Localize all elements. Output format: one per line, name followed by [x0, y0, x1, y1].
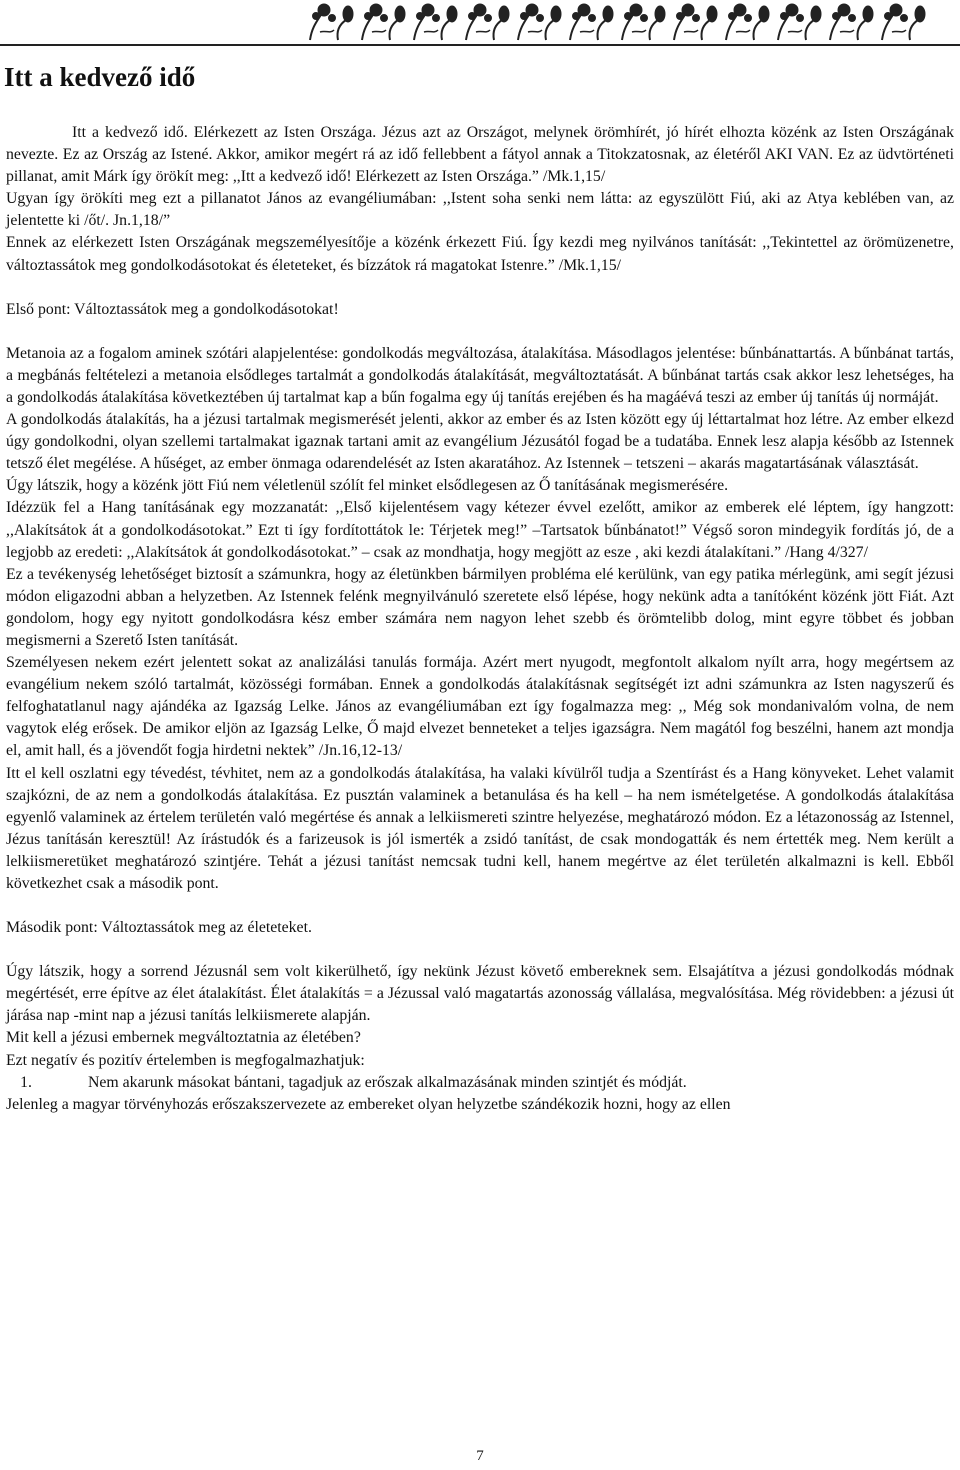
floral-ornament-icon: [302, 0, 952, 44]
section-heading: Első pont: Változtassátok meg a gondolkodásotokat!: [6, 300, 339, 318]
paragraph: Ennek az elérkezett Isten Országának megszemélyesítője a közénk érkezett Fiú. Így kezdi meg nyilvános tanítását: ,,Tekintettel az örömüzenetre, változtassátok meg gondolkodásotokat és életeteket, és bízzátok rá magatokat Istenre.” /Mk.1,15/: [6, 234, 954, 274]
page-title: Itt a kedvező idő: [4, 62, 196, 92]
paragraph: Ugyan így örökíti meg ezt a pillanatot János az evangéliumában: ,,Istent soha senki nem látta: az egyszülött Fiú, aki az Atya keblében van, az jelentette ki /őt/. Jn.1,18/”: [6, 190, 954, 230]
list-item-number: 1.: [20, 1073, 32, 1091]
paragraph: A gondolkodás átalakítás, ha a jézusi tartalmak megismerését jelenti, akkor az ember és az Isten között egy új léttartalmat hoz létre. Az ember elkezd úgy gondolkodni, olyan szellemi tartalmakat igaznak tartani amit az evangélium Jézusától fogad be a tudatába. Ennek lesz alapja később az Istennek tetsző élet megélése. A hűséget, az ember önmaga odarendelését az Isten akaratához. Az Istennek – tetszeni – akarás magatartásának választását.: [6, 411, 954, 473]
paragraph: Itt a kedvező idő. Elérkezett az Isten Országa. Jézus azt az Országot, melynek örömhírét, jó hírét elhozta közénk az Isten Országának nevezte. Ez az Ország az Istené. Akkor, amikor megért rá az idő fellebbent a fátyol annak a Titokzatosnak, az életéről AKI VAN. Ez az üdvtörténeti pillanat, amit Márk így örökít meg: ,,Itt a kedvező idő! Elérkezett az Isten Országa.” /Mk.1,15/: [6, 124, 954, 186]
paragraph: Metanoia az a fogalom aminek szótári alapjelentése: gondolkodás megváltozása, átalakítása. Másodlagos jelentése: bűnbánattartás. A bűnbánat tartás, a megbánás feltételezi a metanoia elsődleges tartalmát a gondolkodás átalakítását, megváltoztatását. A bűnbánat tartás csak akkor lesz lehetséges, ha a gondolkodás átalakítása következtében új tartalmat kap a bűn fogalma egy új tanítás erejében és ha magáévá teszi az ember új tanítás új normáját.: [6, 344, 954, 406]
paragraph: Úgy látszik, hogy a sorrend Jézusnál sem volt kikerülhető, így nekünk Jézust követő embereknek sem. Elsajátítva a jézusi gondolkodás módnak megértését, erre építve az élet átalakítást. Élet átalakítás = a Jézussal való magatartás azonosság vállalása, megvalósítása. Még rövidebben: a jézusi út járása nap -mint nap a jézusi tanítás lelkiismerete alapján.: [6, 963, 954, 1025]
list-item: [6, 1072, 954, 1094]
paragraph: Idézzük fel a Hang tanításának egy mozzanatát: ,,Első kijelentésem vagy kétezer évvel ezelőtt, amikor az emberek elé léptem, így hangzott: ,,Alakítsátok át a gondolkodásotokat.” Ezt ti így fordítottátok le: Térjetek meg!” –Tartsatok bűnbánatot!” Végső soron mindegyik fordítás jó, de a legjobb az eredeti: ,,Alakítsátok át gondolkodásotokat.” – csak az mondhatja, hogy megjött az esze , aki kezdi átalakítani.” /Hang 4/327/: [6, 499, 954, 561]
paragraph: Itt el kell oszlatni egy tévedést, tévhitet, nem az a gondolkodás átalakítása, ha valaki kívülről tudja a Szentírást és a Hang könyveket. Lehet valamit szajkózni, de az nem a gondolkodás átalakítása. Ez pusztán valaminek a betanulása és ha kell – ha nem ismételgetése. A gondolkodás átalakítása egyenlő valaminek az értelem területén való megértése és annak a lelkiismereti szintre helyezése, meghatározó módon. Ez a létazonosság az Istennel, Jézus tanításán keresztül! Az írástudók és a farizeusok is jól ismerték a zsidó tanítást, de csak mondogatták és nem értették meg. Nem került a lelkiismeretüket meghatározó szintjére. Tehát a jézusi tanítást nemcsak tudni kell, hanem megértve az élet területén alkalmazni is kell. Ebből következhet csak a második pont.: [6, 764, 954, 892]
page-number: 7: [476, 1448, 484, 1464]
paragraph: Mit kell a jézusi embernek megváltoztatnia az életében?: [6, 1029, 361, 1047]
list-item-text: Nem akarunk másokat bántani, tagadjuk az erőszak alkalmazásának minden szintjét és módját.: [88, 1073, 687, 1091]
header-rule: [0, 44, 960, 46]
paragraph: Úgy látszik, hogy a közénk jött Fiú nem véletlenül szólít fel minket elsődlegesen az Ő tanításának megismerésére.: [6, 477, 729, 495]
paragraph: Ez a tevékenység lehetőséget biztosít a számunkra, hogy az életünkben bármilyen probléma elé kerülünk, van egy patika mérlegünk, ami segít jézusi módon eligazodni abban a helyzetben. Az Istennek felénk megnyilvánuló szeretete első lépése, hogy nekünk adta a tanítóként közénk jött Fiát. Azt gondolom, hogy egy nyitott gondolkodásra kész ember számára nem nagyon lehet szebb és örömtelibb dolog, mint egyre többet és jobban megismerni a Szerető Isten tanítását.: [6, 565, 954, 649]
document-body: [6, 122, 954, 1116]
paragraph: Személyesen nekem ezért jelentett sokat az analizálási tanulás formája. Azért mert nyugodt, megfontolt alkalom nyílt arra, hogy megértsem az evangélium nekem szóló tartalmát, közösségi formában. Ennek a gondolkodás átalakításnak segítségét izt adni számunkra az Isten nagyszerű és felfoghatatlanul nagy ajándéka az Igazság Lelke. János az evangéliumában ezt így fogalmazza meg: ,, Még sok mondanivalóm volna, de nem vagytok elég erősek. De amikor eljön az Igazság Lelke, Ő majd elvezet benneteket a teljes igazságra. Nem magától fog beszélni, hanem azt mondja el, amit hall, és a jövendőt fogja hirdetni nektek” /Jn.16,12-13/: [6, 654, 954, 760]
paragraph: Jelenleg a magyar törvényhozás erőszakszervezete az embereket olyan helyzetbe szándékozik hozni, hogy az ellen: [6, 1095, 731, 1113]
paragraph: Ezt negatív és pozitív értelemben is megfogalmazhatjuk:: [6, 1051, 365, 1069]
section-heading: Második pont: Változtassátok meg az életeteket.: [6, 919, 312, 937]
